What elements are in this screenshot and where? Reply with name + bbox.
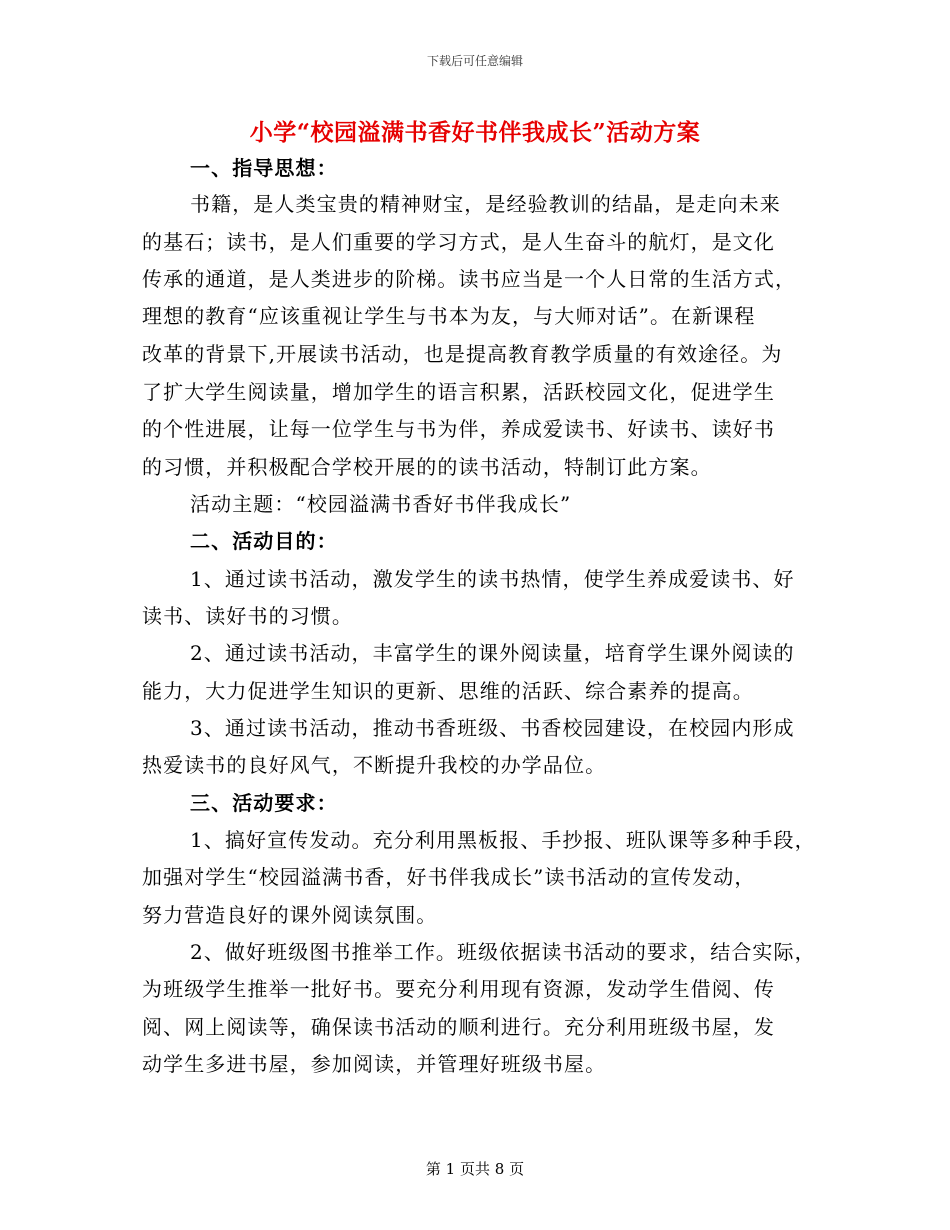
section-heading: 三、活动要求： xyxy=(190,791,338,815)
list-item-line: 3、通过读书活动，推动书香班级、书香校园建设，在校园内形成 xyxy=(190,716,795,740)
paragraph-line: 的个性进展，让每一位学生与书为伴，养成爱读书、好读书、读好书 xyxy=(142,417,775,441)
page-footer: 第 1 页共 8 页 xyxy=(425,1160,525,1178)
paragraph-line: 理想的教育“应该重视让学生与书本为友，与大师对话”。在新课程 xyxy=(142,304,756,328)
list-item-line: 阅、网上阅读等，确保读书活动的顺利进行。充分利用班级书屋，发 xyxy=(142,1015,775,1039)
list-item-line: 努力营造良好的课外阅读氛围。 xyxy=(142,903,438,927)
activity-theme: 活动主题：“校园溢满书香好书伴我成长” xyxy=(190,492,572,516)
list-item-line: 1、搞好宣传发动。充分利用黑板报、手抄报、班队课等多种手段， xyxy=(190,828,816,852)
paragraph-line: 了扩大学生阅读量，增加学生的语言积累，活跃校园文化，促进学生 xyxy=(142,380,775,404)
list-item-line: 2、做好班级图书推举工作。班级依据读书活动的要求，结合实际， xyxy=(190,940,816,964)
section-heading: 二、活动目的： xyxy=(190,529,338,553)
list-item-line: 为班级学生推举一批好书。要充分利用现有资源，发动学生借阅、传 xyxy=(142,977,775,1001)
paragraph-line: 的习惯，并积极配合学校开展的的读书活动，特制订此方案。 xyxy=(142,455,712,479)
list-item-line: 读书、读好书的习惯。 xyxy=(142,604,353,628)
list-item-line: 2、通过读书活动，丰富学生的课外阅读量，培育学生课外阅读的 xyxy=(190,641,795,665)
document-title: 小学“校园溢满书香好书伴我成长”活动方案 xyxy=(249,119,701,146)
list-item-line: 动学生多进书屋，参加阅读，并管理好班级书屋。 xyxy=(142,1052,607,1076)
section-heading: 一、指导思想： xyxy=(190,156,338,180)
paragraph-line: 改革的背景下,开展读书活动，也是提高教育教学质量的有效途径。为 xyxy=(142,342,783,366)
paragraph-line: 传承的通道，是人类进步的阶梯。读书应当是一个人日常的生活方式， xyxy=(142,267,797,291)
list-item-line: 热爱读书的良好风气，不断提升我校的办学品位。 xyxy=(142,753,607,777)
list-item-line: 加强对学生“校园溢满书香，好书伴我成长”读书活动的宣传发动， xyxy=(142,865,756,889)
list-item-line: 能力，大力促进学生知识的更新、思维的活跃、综合素养的提高。 xyxy=(142,679,754,703)
list-item-line: 1、通过读书活动，激发学生的读书热情，使学生养成爱读书、好 xyxy=(190,567,795,591)
paragraph-line: 书籍，是人类宝贵的精神财宝，是经验教训的结晶，是走向未来 xyxy=(190,192,781,216)
header-note: 下载后可任意编辑 xyxy=(426,54,523,68)
paragraph-line: 的基石；读书，是人们重要的学习方式，是人生奋斗的航灯，是文化 xyxy=(142,230,775,254)
